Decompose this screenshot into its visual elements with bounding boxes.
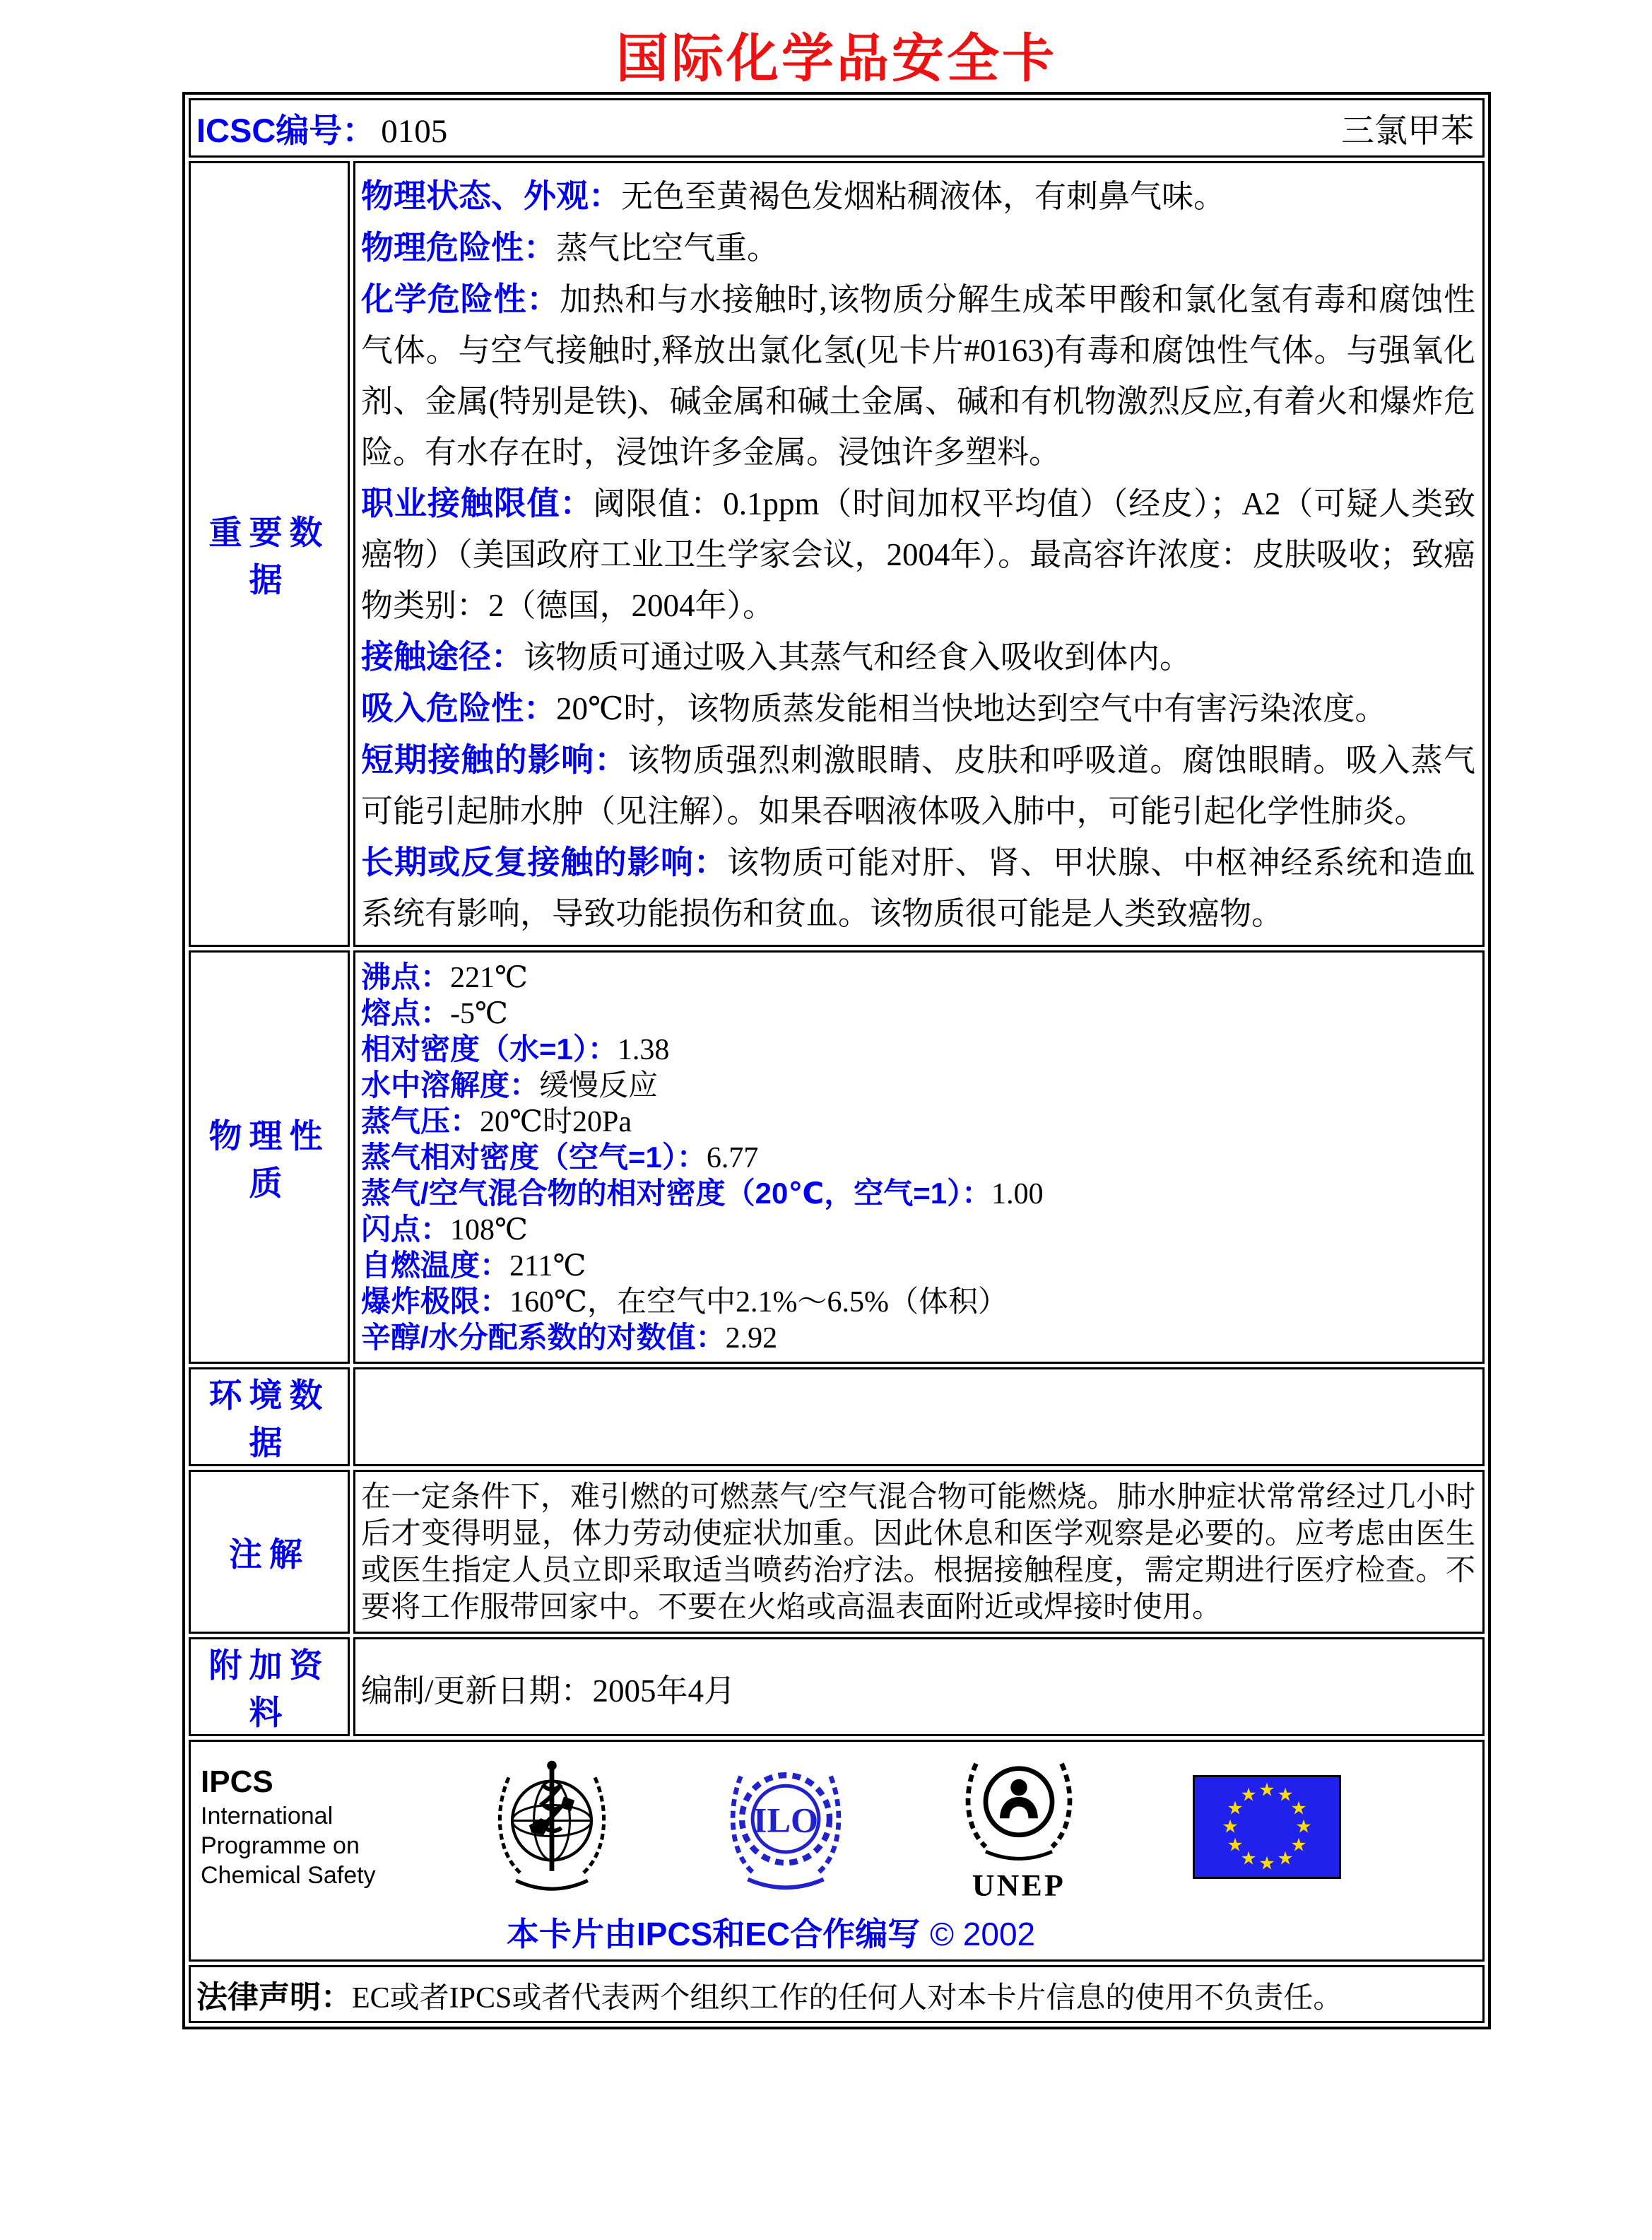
physical-property-item — [361, 1248, 1475, 1284]
svg-text:★: ★ — [1277, 1848, 1294, 1868]
physical-property-item — [361, 996, 1475, 1032]
svg-text:★: ★ — [1227, 1798, 1244, 1818]
field-value: 211℃ — [509, 1250, 586, 1283]
icsc-number-label: ICSC编号： — [196, 111, 376, 149]
notes-text: 在一定条件下，难引燃的可燃蒸气/空气混合物可能燃烧。肺水肿症状常常经过几小时后才变得明显，体力劳动使症状加重。因此休息和医学观察是必要的。应考虑由医生或医生指定人员立即采取适当喷药治疗法。根据接触程度，需定期进行医疗检查。不要将工作服带回家中。不要在火焰或高温表面附近或焊接时使用。 — [361, 1481, 1475, 1624]
field-value: 20℃时，该物质蒸发能相当快地达到空气中有害污染浓度。 — [556, 691, 1387, 726]
important-data-item — [361, 273, 1475, 478]
copyright-text: © 2002 — [930, 1916, 1036, 1952]
field-value: 缓慢反应 — [539, 1070, 659, 1102]
physical-property-item — [361, 1320, 1475, 1356]
update-date-text: 编制/更新日期：2005年4月 — [361, 1673, 736, 1709]
field-label: 接触途径： — [361, 638, 524, 675]
svg-text:★: ★ — [1277, 1784, 1294, 1805]
physical-property-item — [361, 1104, 1475, 1140]
cooperation-caption — [201, 1909, 1341, 1955]
field-label: 熔点： — [361, 996, 451, 1030]
svg-text:★: ★ — [1258, 1779, 1275, 1800]
legal-text: EC或者IPCS或者代表两个组织工作的任何人对本卡片信息的使用不负责任。 — [352, 1982, 1343, 2015]
field-value: 无色至黄褐色发烟粘稠液体，有刺鼻气味。 — [621, 179, 1226, 214]
ipcs-subtitle-line: Chemical Safety — [201, 1862, 376, 1889]
icsc-number-field — [196, 105, 447, 152]
unep-logo-text: UNEP — [972, 1868, 1066, 1902]
field-label: 爆炸极限： — [361, 1285, 510, 1318]
field-value: 阈限值：0.1ppm（时间加权平均值）（经皮）；A2（可疑人类致癌物）（美国政府工业卫生学家会议，2004年）。最高容许浓度：皮肤吸收；致癌物类别：2（德国，2004年）。 — [361, 486, 1475, 623]
svg-text:★: ★ — [1222, 1816, 1239, 1837]
field-value: 该物质可能对肝、肾、甲状腺、中枢神经系统和造血系统有影响，导致功能损伤和贫血。该物质很可能是人类致癌物。 — [361, 845, 1475, 931]
section-label-important-data: 重要数据 — [189, 161, 350, 947]
important-data-row — [189, 161, 1485, 947]
svg-text:★: ★ — [1290, 1798, 1307, 1818]
section-label-physical-properties: 物理性质 — [189, 950, 350, 1364]
ipcs-title: IPCS — [201, 1764, 273, 1799]
ilo-logo-text: ILO — [753, 1800, 819, 1840]
physical-property-item — [361, 960, 1475, 996]
chemical-name: 三氯甲苯 — [1341, 112, 1474, 150]
field-label: 沸点： — [361, 960, 451, 994]
environmental-data-content — [353, 1367, 1485, 1466]
ilo-logo-icon — [726, 1757, 845, 1896]
legal-row — [189, 1965, 1485, 2023]
field-value: 20℃时20Pa — [480, 1106, 632, 1138]
section-label-additional-info: 附加资料 — [189, 1637, 350, 1736]
physical-properties-content — [353, 950, 1485, 1364]
important-data-item — [361, 170, 1475, 222]
field-label: 相对密度（水=1）： — [361, 1032, 618, 1066]
svg-text:★: ★ — [1258, 1853, 1275, 1873]
who-logo-icon — [492, 1756, 612, 1897]
page-title: 国际化学品安全卡 — [616, 28, 1057, 89]
additional-info-content — [353, 1637, 1485, 1736]
field-label: 蒸气相对密度（空气=1）： — [361, 1140, 707, 1174]
physical-property-item — [361, 1068, 1475, 1104]
section-label-environmental-data: 环境数据 — [189, 1367, 350, 1466]
notes-row — [189, 1470, 1485, 1634]
important-data-item — [361, 837, 1475, 939]
unep-logo-icon — [960, 1752, 1078, 1902]
field-value: 1.00 — [991, 1178, 1044, 1210]
field-value: 该物质强烈刺激眼睛、皮肤和呼吸道。腐蚀眼睛。吸入蒸气可能引起肺水肿（见注解）。如果吞咽液体吸入肺中，可能引起化学性肺炎。 — [361, 743, 1475, 829]
section-label-notes: 注解 — [189, 1470, 350, 1634]
logos-row — [189, 1740, 1485, 1962]
svg-text:★: ★ — [1240, 1784, 1257, 1805]
field-label: 水中溶解度： — [361, 1068, 540, 1102]
field-value: 221℃ — [450, 962, 528, 994]
eu-flag-icon — [1193, 1775, 1341, 1879]
field-label: 物理状态、外观： — [361, 177, 621, 214]
environmental-data-row — [189, 1367, 1485, 1466]
important-data-item — [361, 478, 1475, 631]
ipcs-subtitle-line: International — [201, 1803, 334, 1829]
field-value: 6.77 — [706, 1142, 759, 1174]
field-label: 物理危险性： — [361, 229, 556, 266]
icsc-table — [182, 92, 1491, 2029]
important-data-item — [361, 683, 1475, 734]
physical-property-item — [361, 1284, 1475, 1320]
ipcs-subtitle-line: Programme on — [201, 1832, 360, 1859]
svg-text:★: ★ — [1295, 1816, 1312, 1837]
field-value: 160℃，在空气中2.1%～6.5%（体积） — [509, 1286, 1008, 1319]
important-data-content — [353, 161, 1485, 947]
additional-info-row — [189, 1637, 1485, 1736]
important-data-item — [361, 734, 1475, 837]
notes-content — [353, 1470, 1485, 1634]
physical-property-item — [361, 1140, 1475, 1176]
field-label: 闪点： — [361, 1213, 451, 1246]
field-label: 短期接触的影响： — [361, 741, 628, 778]
field-label: 蒸气压： — [361, 1104, 480, 1138]
caption-text: 本卡片由IPCS和EC合作编写 — [506, 1916, 921, 1952]
field-label: 蒸气/空气混合物的相对密度（20℃，空气=1）： — [361, 1177, 992, 1210]
physical-property-item — [361, 1212, 1475, 1248]
field-label: 长期或反复接触的影响： — [361, 844, 727, 880]
field-label: 自燃温度： — [361, 1249, 510, 1282]
important-data-item — [361, 631, 1475, 683]
legal-label: 法律声明： — [196, 1980, 352, 2015]
header-row — [189, 98, 1485, 158]
field-label: 职业接触限值： — [361, 485, 594, 521]
important-data-item — [361, 222, 1475, 273]
field-value: -5℃ — [450, 998, 508, 1030]
field-value: 蒸气比空气重。 — [556, 230, 779, 266]
svg-text:★: ★ — [1227, 1834, 1244, 1855]
physical-properties-row — [189, 950, 1485, 1364]
physical-property-item — [361, 1176, 1475, 1212]
icsc-number-value: 0105 — [381, 112, 448, 150]
field-value: 加热和与水接触时,该物质分解生成苯甲酸和氯化氢有毒和腐蚀性气体。与空气接触时,释放出氯化氢(见卡片#0163)有毒和腐蚀性气体。与强氧化剂、金属(特别是铁)、碱金属和碱土金属、碱和有机物激烈反应,有着火和爆炸危险。有水存在时，浸蚀许多金属。浸蚀许多塑料。 — [361, 282, 1475, 470]
svg-text:★: ★ — [1290, 1834, 1307, 1855]
field-label: 化学危险性： — [361, 281, 560, 317]
physical-property-item — [361, 1032, 1475, 1068]
field-value: 该物质可通过吸入其蒸气和经食入吸收到体内。 — [524, 639, 1192, 675]
field-label: 吸入危险性： — [361, 690, 556, 726]
field-value: 108℃ — [450, 1214, 528, 1246]
field-label: 辛醇/水分配系数的对数值： — [361, 1321, 726, 1354]
svg-text:★: ★ — [1240, 1848, 1257, 1868]
ipcs-block — [201, 1763, 377, 1890]
field-value: 1.38 — [617, 1034, 670, 1066]
field-value: 2.92 — [725, 1322, 778, 1355]
